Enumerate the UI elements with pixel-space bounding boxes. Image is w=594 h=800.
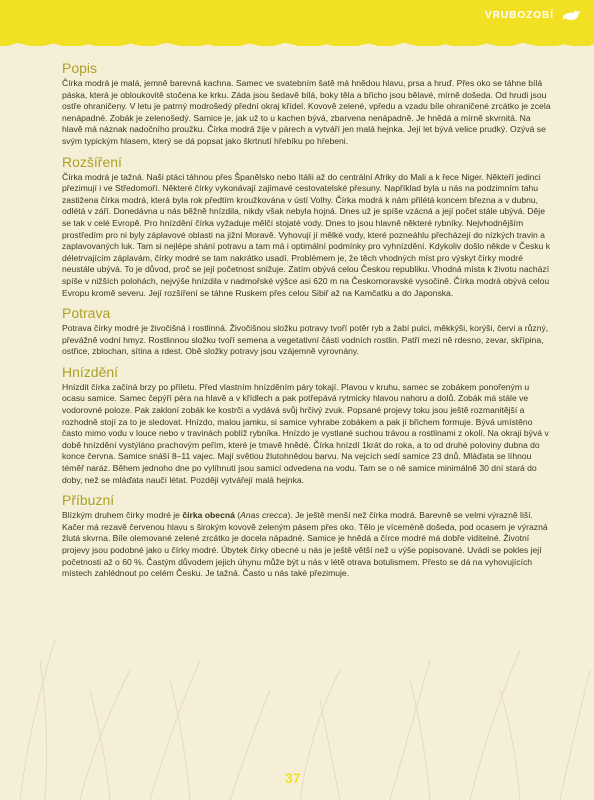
section-heading: Příbuzní [62, 492, 115, 509]
section-heading: Hnízdění [62, 363, 119, 380]
section-potrava [62, 305, 552, 358]
paren-open: ( [234, 510, 241, 521]
section-text: Čírka modrá je tažná. Naši ptáci táhnou přes Španělsko nebo Itálii až do centrální Afriky do Mali a k řece Niger. Někteří jedinci přezimují i ve Středomoří. Některé čírky vykonávají zajímavé cestovatelské přesuny. Například byla u nás na podzimním tahu zastižena čírka modrá, která byla rok předtím kroužkována v ústí Volhy. Čírka modrá k nám přilétá koncem března a v dubnu, odlétá v září. Donedávna u nás běžně hnízdila, nikdy však nebyla hojná. Dnes už je spíše vzácná a její počet stále ubývá. Děje se tak v celé Evropě. Pro hnízdění čírka vyžaduje mělčí stojaté vody. Dnes to jsou hlavně některé rybníky. Nejvhodnějším prostředím pro ni byly záplavové oblasti na jižní Moravě. Vyhovují jí mělké vody, které pozneáhlu přecházejí do nízkých travin a zaplavovaných luk. Tam si nejlépe shání potravu a tam má i optimální podmínky pro vyhnízdění. Kdykoliv došlo někde v Česku k déletrvajícím záplavám, čírky modré se tam nakrátko usadí. Problémem je, že těch vhodných míst pro výskyt čírky modré neustále ubývá. To je důvod, proč se její početnost snižuje. Zatím obývá celou Českou republiku. Vhodná místa k životu nachází spíše v nižších polohách, nejvýše hnízdila v nadmořské výšce asi 620 m na Českomoravské vysočině. Čírka modrá obývá celou Evropu kromě severu. Její rozšíření se táhne Ruskem přes celou Sibiř až na Kamčatku a do Japonska. [62, 171, 551, 298]
section-text: Hnízdit čírka začíná brzy po příletu. Před vlastním hnízděním páry tokají. Plavou v kruhu, samec se zobákem ponořeným u ocasu samice. Samec čepýří péra na hlavě a v křídlech a pak potřepává rytmicky hlavou nahoru a dolů. Zobák má stále ve vodorovné poloze. Pak zakloní zobák ke kostrči a vydává svůj hrčivý zvuk. Popsané projevy toku jsou ještě rozmanitější a rozhodně stojí za to je sledovat. Hnízdo, malou jamku, si samice vyhrabe zobákem a pak jí břichem formuje. Bývá umístěno často mimo vodu v louce nebo v travinách poblíž rybníka. Hnízdo je vystlané suchou trávou a rostlinami z okolí. Na okraji bývá v době hnízdění vystýláno prachovým peřím, které je tmavě hnědé. Čírka hnízdí 1krát do roka, a to od druhé poloviny dubna do konce června. Samice snáší 8–11 vajec. Mají světlou žlutohnědou barvu. Na vejcích sedí samice 23 dnů. Mláďata se líhnou téměř naráz. Během jednoho dne po vylíhnutí jsou samicí odvedena na vodu. Tam se o ně samice minimálně 30 dní stará do doby, než se mláďata naučí létat. Později vytvářejí malá hejnka. [62, 381, 549, 485]
article-content [62, 60, 552, 586]
section-popis [62, 60, 552, 148]
section-text: Čírka modrá je malá, jemně barevná kachna. Samec ve svatebním šatě má hnědou hlavu, prsa a hruď. Přes oko se táhne bílá páska, která je obloukovitě stočena ke krku. Záda jsou šedavě bílá, boky těla a břicho jsou bělavé, mírně došeda. Od hrudi jsou ostře ohraničeny. V letu je patrný modrošedý přední okraj křídel. Kovově zelené, vpředu a vzadu bíle ohraničené zrcátko je zcela nenápadné. Zobák je zelenošedý. Samice je, jak už to u kachen bývá, zbarvena nenápadně. Je hnědá a mírně skvrnitá. Na hlavě má náznak nadočního proužku. Čírka modrá žije v párech a vytváří jen malá hejnka. Její let bývá velice prudký. Ozývá se svým typickým hlasem, který se dá popsat jako škrtnutí hřebíku po hřebeni. [62, 78, 551, 146]
species-name-bold: čírka obecná [182, 510, 235, 521]
text-before: Blízkým druhem čírky modré je [62, 510, 183, 521]
section-text: Potrava čírky modré je živočišná i rostlinná. Živočišnou složku potravy tvoří potěr ryb a žabí pulci, měkkýši, korýši, červi a různý, převážně vodní hmyz. Rostlinnou složku tvoří semena a vegetativní části vodních rostlin. Patří mezi ně rdesno, zevar, skřípina, ostřice, zblochan, sítina a rdest. Obě složky potravy jsou vzájemně vyrovnány. [62, 323, 549, 357]
bird-icon [562, 8, 582, 22]
latin-name: Anas crecca [240, 510, 288, 521]
header-band [0, 0, 594, 46]
text-after: ). Je ještě menší než čírka modrá. Barevně se velmi výrazně liší. Kačer má rezavě červenou hlavu s širokým kovově zeleným pásem přes oko. Tělo je víceméně došeda, pod ocasem je výrazná žlutá skvrna. Bíle olemované zelené zrcátko je docela nápadné. Samice je hnědá a čírce modré má dobře viditelné. Životní projevy jsou podobné jako u čírky modré. Úbytek čírky obecné u nás je ještě větší než u výše popisované. Uvádí se pokles její početnosti až o 60 %. Častým důvodem jejich úhynu může být u nás v létě otrava botulismem. Přesto se dá na vyhovujících místech zahlédnout po celém Česku. Je tažná. Často u nás také přezimuje. [62, 510, 548, 579]
page-number: 37 [285, 770, 301, 786]
section-heading: Potrava [62, 305, 111, 322]
section-text [62, 510, 552, 580]
chapter-title: VRUBOZOBÍ [485, 10, 554, 21]
section-rozsireni [62, 154, 552, 300]
section-heading: Rozšíření [62, 153, 122, 170]
section-hnizdeni [62, 364, 552, 486]
section-heading: Popis [62, 60, 98, 76]
section-pribuzni [62, 492, 552, 580]
